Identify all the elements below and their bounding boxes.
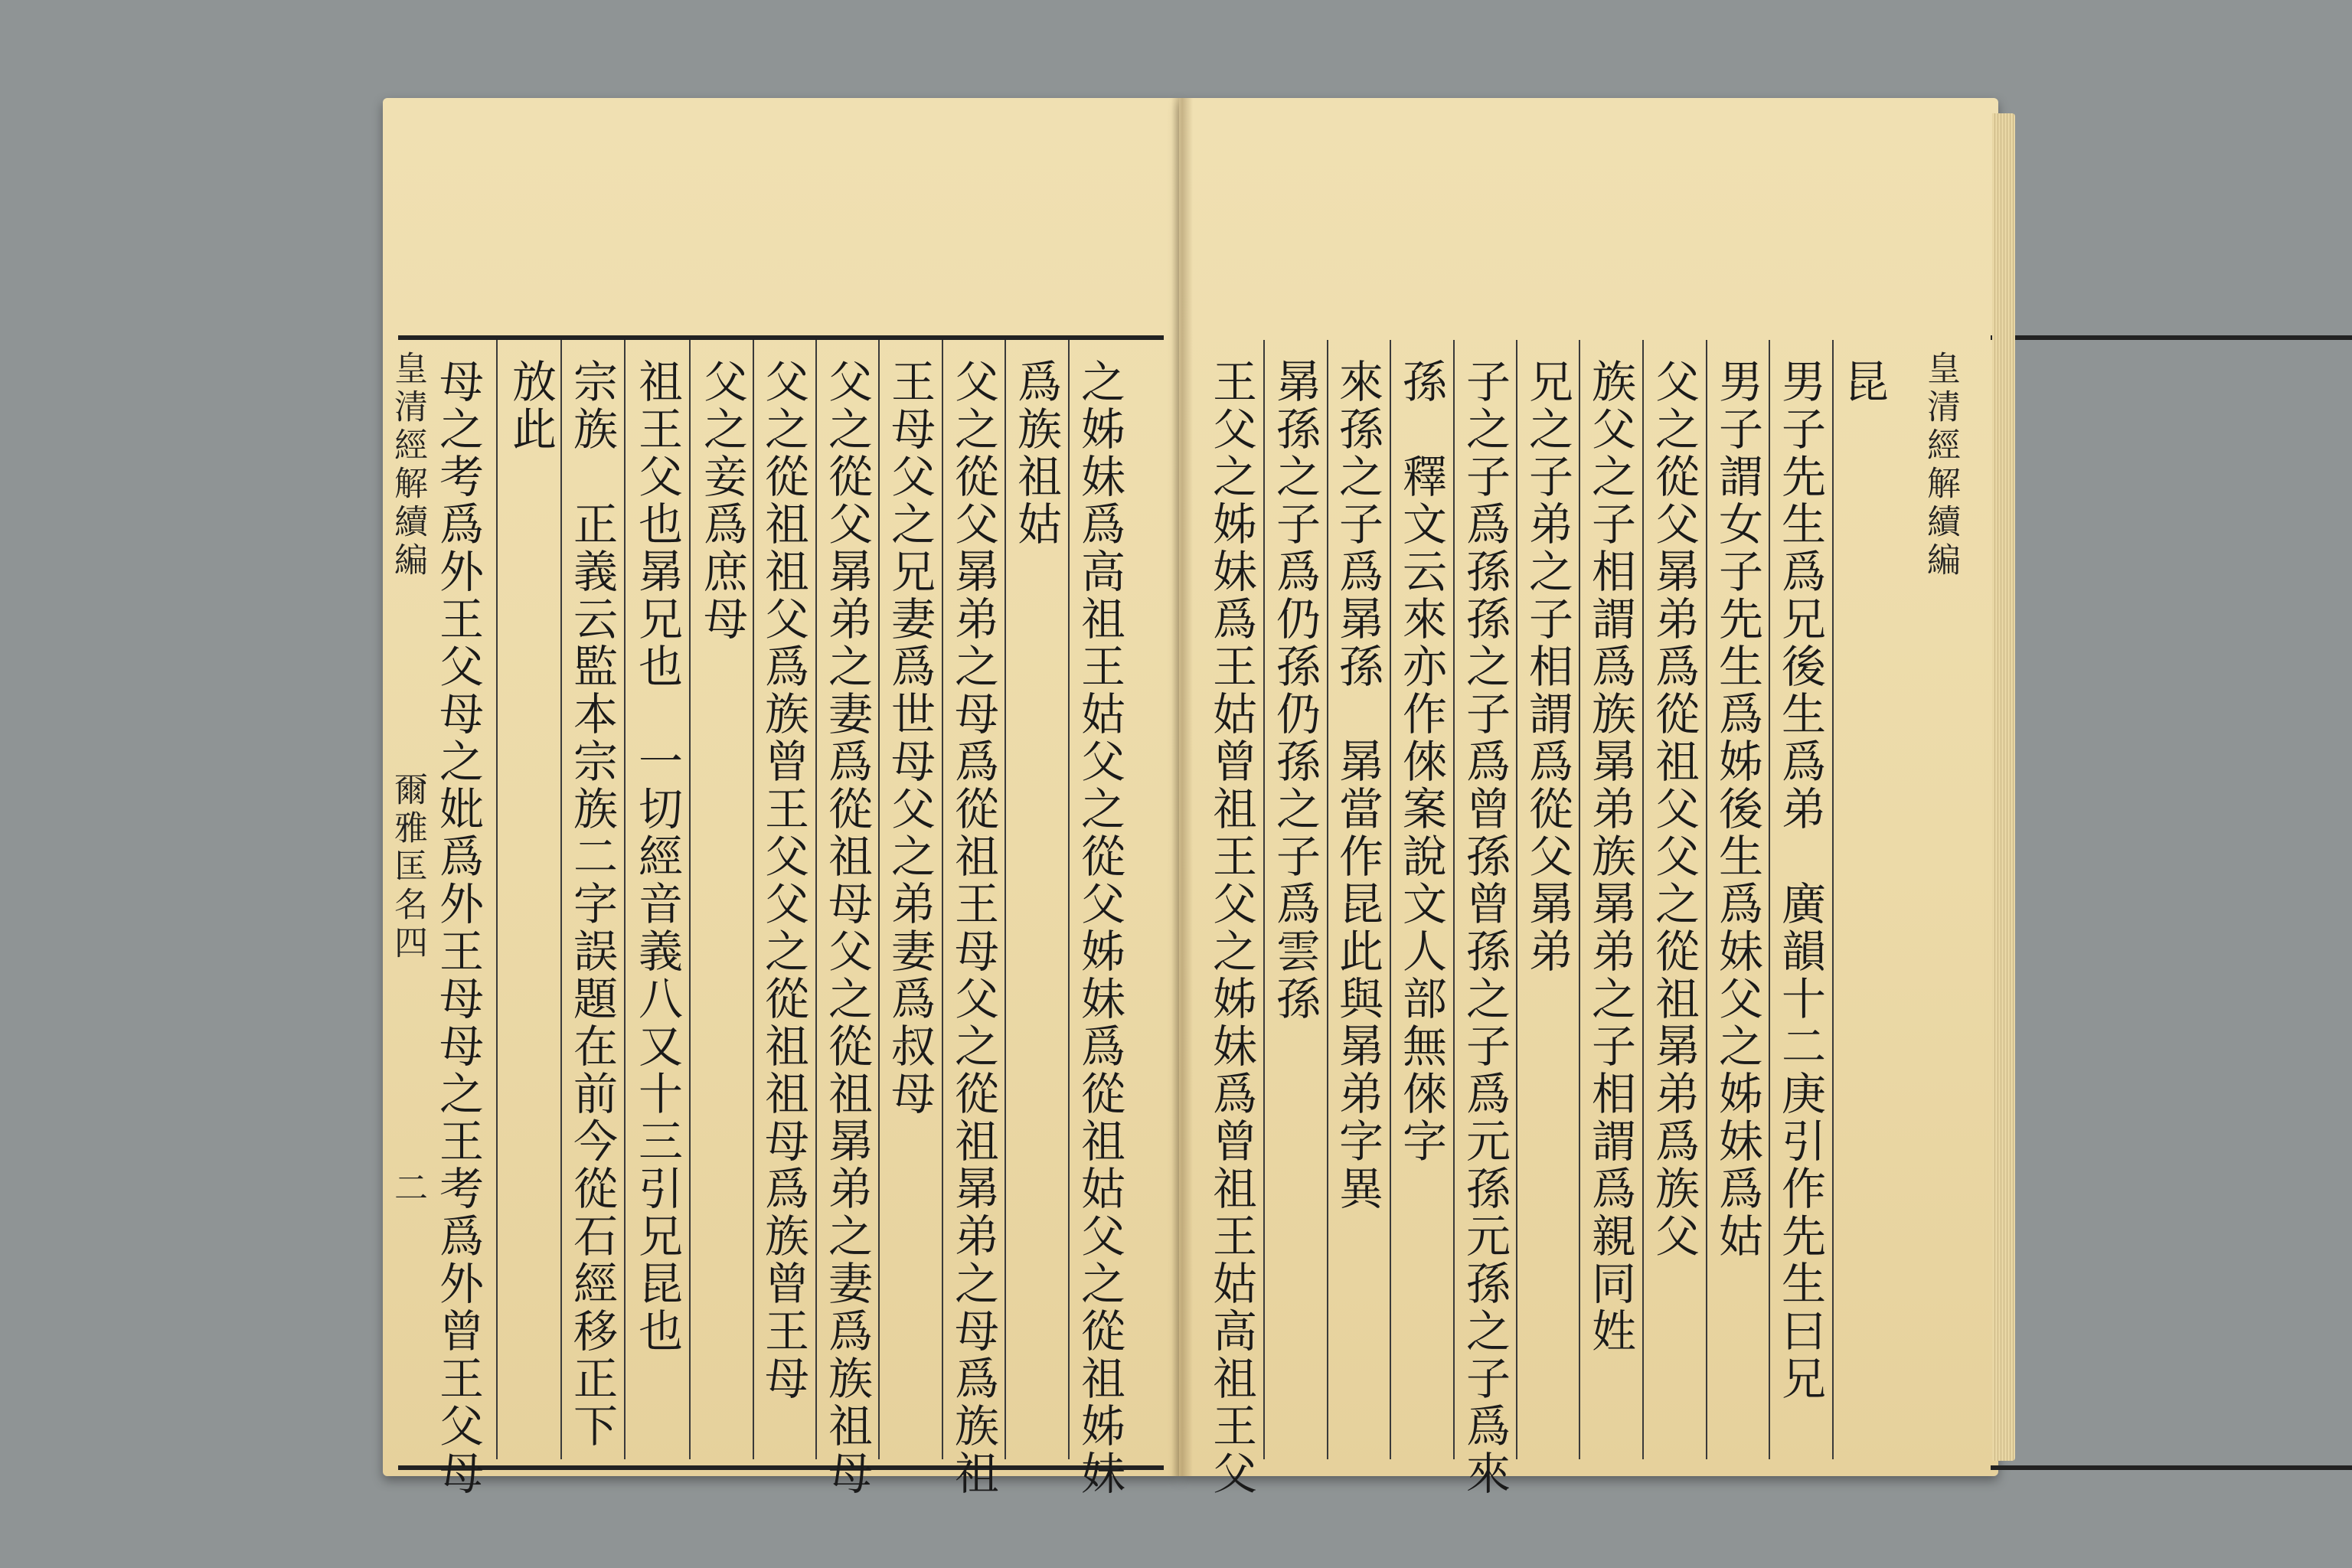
page-edges bbox=[1992, 113, 2015, 1461]
right-page-frame bbox=[1991, 335, 2352, 1470]
right-column-2: 晜孫之子爲仍孫仍孫之子爲雲孫 bbox=[1269, 358, 1321, 1023]
right-column-9: 男子謂女子先生爲姊後生爲妹父之姊妹爲姑 bbox=[1711, 358, 1763, 1260]
left-page-number: 二 bbox=[388, 1170, 427, 1208]
left-column-8: 王母父之兄妻爲世母父之弟妻爲叔母 bbox=[884, 358, 936, 1118]
right-center-title: 皇清經解續編 bbox=[1921, 351, 1960, 580]
column-rule bbox=[496, 340, 498, 1459]
column-rule bbox=[753, 340, 754, 1459]
right-column-7: 族父之子相謂爲族晜弟族晜弟之子相謂爲親同姓 bbox=[1584, 358, 1636, 1355]
open-book bbox=[383, 98, 1998, 1498]
column-rule bbox=[942, 340, 943, 1459]
column-rule bbox=[1453, 340, 1455, 1459]
column-rule bbox=[1832, 340, 1834, 1459]
right-column-4: 孫 釋文云來亦作倈案說文人部無倈字 bbox=[1395, 358, 1447, 1165]
right-column-11: 昆 bbox=[1837, 358, 1889, 406]
column-rule bbox=[1263, 340, 1265, 1459]
left-column-4: 祖王父也晜兄也 一切經音義八又十三引兄昆也 bbox=[631, 358, 683, 1355]
left-column-5: 父之妾爲庶母 bbox=[696, 358, 748, 643]
left-column-3: 宗族 正義云監本宗族二字誤題在前今從石經移正下 bbox=[566, 358, 618, 1450]
column-rule bbox=[1327, 340, 1328, 1459]
column-rule bbox=[878, 340, 880, 1459]
column-rule bbox=[815, 340, 817, 1459]
column-rule bbox=[1516, 340, 1517, 1459]
left-column-2: 放此 bbox=[505, 358, 557, 453]
right-column-8: 父之從父晜弟爲從祖父父之從祖晜弟爲族父 bbox=[1648, 358, 1700, 1260]
column-rule bbox=[1579, 340, 1580, 1459]
left-center-title: 皇清經解續編 bbox=[388, 351, 427, 580]
left-column-9: 父之從父晜弟之母爲從祖王母父之從祖晜弟之母爲族祖 bbox=[947, 358, 999, 1498]
column-rule bbox=[1068, 340, 1070, 1459]
column-rule bbox=[560, 340, 562, 1459]
column-rule bbox=[1706, 340, 1707, 1459]
left-column-7: 父之從父晜弟之妻爲從祖母父之從祖晜弟之妻爲族祖母 bbox=[821, 358, 873, 1498]
column-rule bbox=[1004, 340, 1006, 1459]
column-rule bbox=[689, 340, 691, 1459]
column-rule bbox=[1642, 340, 1644, 1459]
left-column-6: 父之從祖祖父爲族曾王父父之從祖祖母爲族曾王母 bbox=[757, 358, 809, 1403]
right-column-10: 男子先生爲兄後生爲弟 廣韻十二庚引作先生曰兄 bbox=[1774, 358, 1826, 1403]
book-gutter bbox=[1171, 98, 1193, 1476]
left-column-10: 爲族祖姑 bbox=[1010, 358, 1062, 548]
column-rule bbox=[1769, 340, 1770, 1459]
right-column-5: 子之子爲孫孫之子爲曾孫曾孫之子爲元孫元孫之子爲來 bbox=[1459, 358, 1511, 1498]
left-column-11: 之姊妹爲高祖王姑父之從父姊妹爲從祖姑父之從祖姊妹 bbox=[1073, 358, 1125, 1498]
right-column-6: 兄之子弟之子相謂爲從父晜弟 bbox=[1521, 358, 1573, 975]
right-column-3: 來孫之子爲晜孫 晜當作昆此與晜弟字異 bbox=[1331, 358, 1383, 1213]
column-rule bbox=[624, 340, 626, 1459]
left-column-1: 母之考爲外王父母之妣爲外王母母之王考爲外曾王父母 bbox=[432, 358, 484, 1498]
right-column-1: 王父之姊妹爲王姑曾祖王父之姊妹爲曾祖王姑高祖王父 bbox=[1205, 358, 1257, 1498]
left-center-section: 爾雅匡名四 bbox=[388, 772, 427, 963]
column-rule bbox=[1390, 340, 1391, 1459]
